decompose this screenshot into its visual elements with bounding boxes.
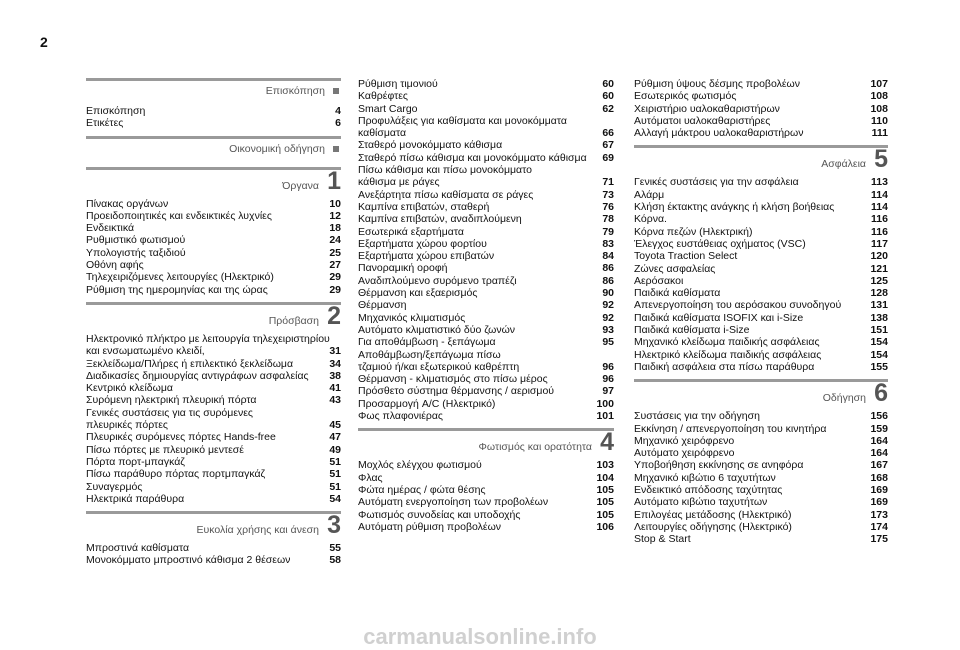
toc-entry-page: 38: [329, 369, 341, 382]
toc-entry-page: 114: [871, 188, 888, 201]
toc-entry-page: 54: [329, 492, 341, 505]
toc-entry-page: 49: [329, 443, 341, 456]
toc-entry[interactable]: [358, 496, 614, 508]
toc-entry-text: Ηλεκτρονικό πλήκτρο με λειτουργία τηλεχειριστηρίου: [86, 332, 330, 345]
toc-entry[interactable]: [358, 250, 614, 262]
toc-entry[interactable]: [358, 336, 614, 348]
toc-entry-page: 169: [870, 484, 888, 497]
toc-entry[interactable]: [634, 263, 888, 275]
square-bullet-icon: [333, 146, 339, 152]
toc-entry[interactable]: [358, 103, 614, 115]
toc-entry-text: Φλας: [358, 471, 383, 484]
toc-entry-page: 31: [329, 345, 341, 358]
toc-entry[interactable]: [634, 299, 888, 311]
toc-entry[interactable]: [86, 493, 341, 505]
toc-entry[interactable]: [358, 127, 614, 139]
toc-entry-text: Ηλεκτρικά παράθυρα: [86, 492, 185, 505]
section-title: Πρόσβαση: [268, 314, 319, 327]
toc-entry[interactable]: [358, 176, 614, 188]
toc-entry[interactable]: [358, 189, 614, 201]
toc-entry-text: Αναδιπλούμενο συρόμενο τραπέζι: [358, 274, 517, 287]
toc-entry-text: Για αποθάμβωση - ξεπάγωμα: [358, 336, 496, 349]
section-header: [86, 302, 341, 331]
toc-entry-text: Μηχανικός κλιματισμός: [358, 311, 466, 324]
toc-entry-text: Αερόσακοι: [634, 274, 684, 287]
toc-entry-text: Μηχανικό κλείδωμα παιδικής ασφάλειας: [634, 336, 820, 349]
toc-entry-text: Οθόνη αφής: [86, 259, 144, 272]
toc-entry-text: πλευρικές πόρτες: [86, 419, 168, 432]
toc-entry-text: Ενδεικτικό απόδοσης ταχύτητας: [634, 484, 783, 497]
toc-entry[interactable]: [358, 213, 614, 225]
toc-entry-text: Εσωτερικά εξαρτήματα: [358, 225, 464, 238]
toc-entry-text: Πλευρικές συρόμενες πόρτες Hands-free: [86, 431, 276, 444]
toc-entry-text: Εξαρτήματα χώρου επιβατών: [358, 250, 495, 263]
toc-entry[interactable]: [634, 533, 888, 545]
section-number: 6: [874, 379, 888, 408]
square-bullet-icon: [333, 88, 339, 94]
toc-entry-text: Απενεργοποίηση του αερόσακου συνοδηγού: [634, 299, 842, 312]
toc-entry[interactable]: [634, 447, 888, 459]
toc-entry-page: 100: [596, 397, 614, 410]
toc-entry[interactable]: [634, 459, 888, 471]
toc-entry-text: Μοχλός ελέγχου φωτισμού: [358, 459, 482, 472]
toc-entry-page: 18: [329, 222, 341, 235]
toc-entry-text: Πίσω κάθισμα και πίσω μονοκόμματο: [358, 164, 532, 177]
toc-entry-text: Ανεξάρτητα πίσω καθίσματα σε ράγες: [358, 188, 534, 201]
toc-entry-page: 116: [871, 225, 888, 238]
toc-entry-text: Αυτόματοι υαλοκαθαριστήρες: [634, 114, 771, 127]
toc-entry-page: 27: [329, 259, 341, 272]
toc-entry-text: Πίνακας οργάνων: [86, 197, 169, 210]
toc-entry-text: Εσωτερικός φωτισμός: [634, 90, 737, 103]
toc-entry-page: 108: [870, 102, 888, 115]
toc-entry-page: 92: [602, 311, 614, 324]
section-header: [86, 136, 341, 161]
toc-entry-text: Θέρμανση και εξαερισμός: [358, 287, 478, 300]
page-number: 2: [40, 34, 48, 50]
toc-entry[interactable]: [358, 299, 614, 311]
toc-entry-text: Toyota Traction Select: [634, 250, 738, 263]
toc-entry[interactable]: [634, 496, 888, 508]
section-title: Όργανα: [282, 179, 319, 192]
toc-entry-page: 93: [602, 323, 614, 336]
toc-entry[interactable]: [358, 410, 614, 422]
toc-entry[interactable]: [358, 484, 614, 496]
toc-entry-page: 90: [602, 287, 614, 300]
toc-entry-page: 101: [596, 410, 614, 423]
toc-entry[interactable]: [634, 238, 888, 250]
toc-entry-text: Αλάρμ: [634, 188, 665, 201]
toc-entry-page: 79: [602, 225, 614, 238]
section-header: [86, 167, 341, 196]
toc-entry[interactable]: [634, 90, 888, 102]
toc-entry-text: Αυτόματη ρύθμιση προβολέων: [358, 520, 502, 533]
toc-entry[interactable]: [358, 361, 614, 373]
toc-entry[interactable]: [634, 349, 888, 361]
toc-entry[interactable]: [358, 238, 614, 250]
toc-entry-text: Συρόμενη ηλεκτρική πλευρική πόρτα: [86, 394, 257, 407]
section-title: Οδήγηση: [822, 392, 866, 405]
toc-entry[interactable]: [634, 435, 888, 447]
toc-entry-page: 12: [329, 209, 341, 222]
toc-entry[interactable]: [634, 521, 888, 533]
toc-entry-text: Ξεκλείδωμα/Πλήρες ή επιλεκτικό ξεκλείδωμα: [86, 357, 294, 370]
toc-entry-page: 29: [329, 283, 341, 296]
toc-entry[interactable]: [358, 139, 614, 151]
toc-entry-text: Σταθερό πίσω κάθισμα και μονοκόμματο κάθισμα: [358, 151, 587, 164]
section-header: [634, 145, 888, 174]
toc-entry-page: 6: [335, 117, 341, 130]
toc-entry[interactable]: [86, 284, 341, 296]
toc-entry-page: 84: [602, 250, 614, 263]
toc-entry-text: Πόρτα πορτ-μπαγκάζ: [86, 455, 185, 468]
toc-entry[interactable]: [358, 509, 614, 521]
toc-entry[interactable]: [634, 115, 888, 127]
toc-entry-text: Ρύθμιση της ημερομηνίας και της ώρας: [86, 283, 268, 296]
toc-entry[interactable]: [86, 234, 341, 246]
toc-entry-page: 116: [871, 213, 888, 226]
toc-entry[interactable]: [358, 201, 614, 213]
toc-entry-text: Ζώνες ασφαλείας: [634, 262, 716, 275]
toc-entry-text: Αυτόματο χειρόφρενο: [634, 447, 735, 460]
toc-entry[interactable]: [634, 201, 888, 213]
toc-entry[interactable]: [86, 247, 341, 259]
toc-entry-page: 95: [602, 336, 614, 349]
toc-entry-page: 86: [602, 262, 614, 275]
toc-entry-page: 43: [329, 394, 341, 407]
toc-entry-page: 97: [602, 385, 614, 398]
toc-entry-page: 173: [870, 508, 888, 521]
toc-entry[interactable]: [634, 410, 888, 422]
toc-entry[interactable]: [634, 287, 888, 299]
toc-entry-text: Ρύθμιση ύψους δέσμης προβολέων: [634, 78, 800, 90]
toc-entry-page: 108: [870, 90, 888, 103]
toc-entry[interactable]: [358, 459, 614, 471]
toc-entry-text: Θέρμανση: [358, 299, 407, 312]
toc-entry-page: 105: [596, 508, 614, 521]
toc-entry-text: Συναγερμός: [86, 480, 143, 493]
toc-entry-page: 159: [870, 422, 888, 435]
toc-entry-page: 111: [871, 127, 888, 140]
toc-entry-page: 92: [602, 299, 614, 312]
toc-entry[interactable]: [634, 484, 888, 496]
toc-entry-page: 104: [596, 471, 614, 484]
toc-entry-text: Μπροστινά καθίσματα: [86, 542, 190, 555]
toc-entry-page: 51: [329, 455, 341, 468]
toc-entry-text: Smart Cargo: [358, 102, 418, 115]
section-header: [358, 428, 614, 457]
section-number: 2: [327, 301, 341, 330]
toc-entry-page: 60: [602, 90, 614, 103]
toc-entry-text: τζαμιού ή/και εξωτερικού καθρέπτη: [358, 360, 520, 373]
toc-entry[interactable]: [358, 521, 614, 533]
toc-entry-text: Γενικές συστάσεις για την ασφάλεια: [634, 176, 799, 189]
toc-entry-page: 107: [870, 78, 888, 90]
toc-entry[interactable]: [86, 419, 341, 431]
toc-entry-text: Επισκόπηση: [86, 105, 146, 117]
toc-entry-page: 151: [870, 324, 888, 337]
toc-entry-text: Παιδικά καθίσματα: [634, 287, 721, 300]
toc-entry[interactable]: [358, 90, 614, 102]
toc-entry[interactable]: [634, 250, 888, 262]
toc-entry-text: Stop & Start: [634, 533, 691, 546]
toc-entry-page: 55: [329, 542, 341, 555]
toc-entry-page: 174: [870, 520, 888, 533]
toc-entry-page: 76: [602, 200, 614, 213]
toc-entry-page: 167: [870, 459, 888, 472]
toc-entry[interactable]: [86, 542, 341, 554]
toc-entry[interactable]: [86, 222, 341, 234]
section-header: [86, 511, 341, 540]
toc-entry[interactable]: [86, 210, 341, 222]
toc-entry-text: Πανοραμική οροφή: [358, 262, 448, 275]
toc-entry-page: 105: [596, 496, 614, 509]
toc-entry-page: 113: [871, 176, 888, 189]
toc-entry-page: 106: [596, 520, 614, 533]
toc-entry-text: Επιλογέας μετάδοσης (Ηλεκτρικό): [634, 508, 792, 521]
toc-entry-page: 73: [602, 188, 614, 201]
watermark: carmanualsonline.info: [363, 624, 597, 649]
toc-entry[interactable]: [86, 431, 341, 443]
toc-entry-text: Αυτόματη ενεργοποίηση των προβολέων: [358, 496, 549, 509]
toc-entry-text: Υποβοήθηση εκκίνησης σε ανηφόρα: [634, 459, 804, 472]
toc-entry-page: 4: [335, 105, 341, 117]
toc-entry-text: Φωτισμός συνοδείας και υποδοχής: [358, 508, 521, 521]
toc-entry[interactable]: [86, 358, 341, 370]
section-header: [634, 379, 888, 408]
toc-entry-page: 138: [870, 311, 888, 324]
toc-entry[interactable]: [86, 554, 341, 566]
toc-entry-page: 156: [870, 410, 888, 423]
toc-entry-text: Κόρνα πεζών (Ηλεκτρική): [634, 225, 753, 238]
toc-entry-page: 83: [602, 237, 614, 250]
toc-entry-text: Καθρέφτες: [358, 90, 408, 103]
toc-entry[interactable]: [86, 444, 341, 456]
section-number: 3: [327, 511, 341, 540]
toc-entry-text: Πίσω παράθυρο πόρτας πορτμπαγκάζ: [86, 468, 266, 481]
section-number: 5: [874, 145, 888, 174]
toc-entry-page: 121: [870, 262, 888, 275]
toc-entry[interactable]: [634, 312, 888, 324]
toc-entry-page: 103: [596, 459, 614, 472]
toc-entry-text: Κλήση έκτακτης ανάγκης ή κλήση βοήθειας: [634, 201, 835, 214]
toc-entry[interactable]: [634, 189, 888, 201]
toc-entry-page: 67: [602, 139, 614, 152]
toc-entry-text: Προφυλάξεις για καθίσματα και μονοκόμματα: [358, 114, 567, 127]
toc-entry-page: 29: [329, 271, 341, 284]
toc-entry-text: Πίσω πόρτες με πλευρικό μεντεσέ: [86, 443, 244, 456]
toc-entry[interactable]: [358, 324, 614, 336]
toc-entry-page: 58: [329, 554, 341, 567]
toc-entry-text: Αυτόματο κιβώτιο ταχυτήτων: [634, 496, 768, 509]
toc-entry[interactable]: [358, 275, 614, 287]
toc-entry-text: Καμπίνα επιβατών, αναδιπλούμενη: [358, 213, 522, 226]
section-number: 1: [327, 166, 341, 195]
section-header: [86, 78, 341, 103]
toc-entry-page: 71: [602, 176, 614, 189]
toc-entry[interactable]: [634, 213, 888, 225]
toc-entry-text: Παιδικά καθίσματα i-Size: [634, 324, 750, 337]
toc-entry-page: 51: [329, 468, 341, 481]
toc-entry-text: Προειδοποιητικές και ενδεικτικές λυχνίες: [86, 209, 272, 222]
toc-entry[interactable]: [634, 361, 888, 373]
toc-entry[interactable]: [86, 382, 341, 394]
toc-entry-text: Γενικές συστάσεις για τις συρόμενες: [86, 406, 253, 419]
toc-entry[interactable]: [86, 468, 341, 480]
toc-entry-text: Παιδική ασφάλεια στα πίσω παράθυρα: [634, 360, 815, 373]
toc-entry[interactable]: [634, 324, 888, 336]
toc-entry-text: Τηλεχειριζόμενες λειτουργίες (Ηλεκτρικό): [86, 271, 274, 284]
toc-entry-text: Ρυθμιστικό φωτισμού: [86, 234, 186, 247]
toc-entry-page: 117: [871, 237, 888, 250]
toc-entry[interactable]: [358, 152, 614, 164]
toc-entry-text: Μηχανικό κιβώτιο 6 ταχυτήτων: [634, 471, 776, 484]
toc-entry-text: Εκκίνηση / απενεργοποίηση του κινητήρα: [634, 422, 827, 435]
toc-entry-page: 41: [329, 382, 341, 395]
section-title: Φωτισμός και ορατότητα: [478, 441, 592, 454]
toc-entry-text: Συστάσεις για την οδήγηση: [634, 410, 760, 423]
toc-entry[interactable]: [358, 226, 614, 238]
toc-entry-page: 25: [329, 246, 341, 259]
toc-entry[interactable]: [358, 472, 614, 484]
toc-entry-page: 120: [870, 250, 888, 263]
toc-entry[interactable]: [634, 336, 888, 348]
toc-entry-page: 164: [870, 447, 888, 460]
toc-entry[interactable]: [634, 423, 888, 435]
toc-entry[interactable]: [634, 103, 888, 115]
toc-entry[interactable]: [358, 385, 614, 397]
toc-entry[interactable]: [86, 105, 341, 117]
toc-entry[interactable]: [358, 373, 614, 385]
section-title: Οικονομική οδήγηση: [229, 142, 325, 155]
toc-entry-text: Κεντρικό κλείδωμα: [86, 382, 173, 395]
toc-entry-page: 10: [329, 197, 341, 210]
toc-entry-text: Σταθερό μονοκόμματο κάθισμα: [358, 139, 503, 152]
toc-entry[interactable]: [358, 398, 614, 410]
toc-entry-text: καθίσματα: [358, 127, 407, 140]
toc-entry-page: 154: [870, 336, 888, 349]
toc-entry-page: 105: [596, 483, 614, 496]
toc-column-1: [86, 78, 341, 567]
toc-entry-page: 24: [329, 234, 341, 247]
toc-entry-text: Διαδικασίες δημιουργίας αντιγράφων ασφαλείας: [86, 369, 309, 382]
toc-entry-page: 86: [602, 274, 614, 287]
section-number: 4: [600, 428, 614, 457]
toc-entry-text: Ενδεικτικά: [86, 222, 135, 235]
toc-entry-page: 60: [602, 78, 614, 90]
toc-entry-page: 110: [871, 114, 888, 127]
toc-entry-text: Εξαρτήματα χώρου φορτίου: [358, 237, 487, 250]
toc-entry-page: 47: [329, 431, 341, 444]
toc-entry-page: 62: [602, 102, 614, 115]
toc-entry-page: 34: [329, 357, 341, 370]
toc-entry[interactable]: [358, 78, 614, 90]
toc-entry[interactable]: [86, 481, 341, 493]
toc-entry-text: Υπολογιστής ταξιδιού: [86, 246, 186, 259]
toc-entry[interactable]: [634, 275, 888, 287]
toc-entry-page: 164: [870, 434, 888, 447]
toc-entry-text: Ετικέτες: [86, 117, 124, 130]
toc-entry-text: Θέρμανση - κλιματισμός στο πίσω μέρος: [358, 373, 548, 386]
toc-entry-page: 168: [870, 471, 888, 484]
toc-entry-text: Αλλαγή μάκτρου υαλοκαθαριστήρων: [634, 127, 804, 140]
toc-entry-text: Λειτουργίες οδήγησης (Ηλεκτρικό): [634, 520, 792, 533]
toc-entry[interactable]: [86, 271, 341, 283]
toc-entry-text: κάθισμα με ράγες: [358, 176, 440, 189]
toc-entry-text: Φως πλαφονιέρας: [358, 410, 443, 423]
toc-entry-page: 154: [870, 348, 888, 361]
toc-entry-page: 114: [871, 201, 888, 214]
toc-entry-text: Ρύθμιση τιμονιού: [358, 78, 438, 90]
toc-entry[interactable]: [358, 262, 614, 274]
toc-entry-page: 96: [602, 360, 614, 373]
section-title: Ευκολία χρήσης και άνεση: [196, 524, 319, 537]
toc-entry-page: 125: [870, 274, 888, 287]
toc-entry[interactable]: [86, 117, 341, 129]
toc-entry-text: Προσαρμογή A/C (Ηλεκτρικό): [358, 397, 496, 410]
toc-entry-page: 155: [870, 360, 888, 373]
toc-entry-text: Έλεγχος ευστάθειας οχήματος (VSC): [634, 237, 806, 250]
toc-entry-text: Παιδικά καθίσματα ISOFIX και i-Size: [634, 311, 804, 324]
toc-entry-page: 175: [870, 533, 888, 546]
toc-entry-text: Αυτόματο κλιματιστικό δύο ζωνών: [358, 323, 516, 336]
toc-entry[interactable]: [86, 456, 341, 468]
toc-entry[interactable]: [634, 78, 888, 90]
toc-entry-page: 45: [329, 419, 341, 432]
toc-entry-text: Μηχανικό χειρόφρενο: [634, 434, 735, 447]
toc-entry-page: 66: [602, 127, 614, 140]
toc-entry[interactable]: [86, 259, 341, 271]
toc-entry[interactable]: [634, 226, 888, 238]
toc-entry-text: Αποθάμβωση/ξεπάγωμα πίσω: [358, 348, 501, 361]
toc-entry-page: 69: [602, 151, 614, 164]
section-title: Επισκόπηση: [265, 85, 325, 97]
section-title: Ασφάλεια: [821, 158, 866, 171]
toc-entry-text: και ενσωματωμένο κλειδί,: [86, 345, 205, 358]
toc-entry[interactable]: [634, 127, 888, 139]
toc-entry[interactable]: [634, 176, 888, 188]
toc-entry-text: Μονοκόμματο μπροστινό κάθισμα 2 θέσεων: [86, 554, 291, 567]
toc-entry-text: Καμπίνα επιβατών, σταθερή: [358, 200, 490, 213]
toc-entry[interactable]: [86, 345, 341, 357]
toc-entry-page: 131: [870, 299, 888, 312]
toc-entry[interactable]: [634, 472, 888, 484]
toc-entry-text: Ηλεκτρικό κλείδωμα παιδικής ασφάλειας: [634, 348, 822, 361]
toc-entry-text: Χειριστήριο υαλοκαθαριστήρων: [634, 102, 780, 115]
toc-entry-text: Φώτα ημέρας / φώτα θέσης: [358, 483, 486, 496]
toc-entry[interactable]: [86, 198, 341, 210]
toc-column-2: [358, 78, 614, 533]
toc-entry[interactable]: [86, 370, 341, 382]
toc-entry-page: 96: [602, 373, 614, 386]
toc-entry-page: 169: [870, 496, 888, 509]
toc-entry[interactable]: [358, 287, 614, 299]
toc-entry-text: Κόρνα.: [634, 213, 667, 226]
toc-entry[interactable]: [634, 509, 888, 521]
toc-entry-page: 128: [870, 287, 888, 300]
toc-entry[interactable]: [86, 394, 341, 406]
toc-column-3: [634, 78, 888, 546]
toc-entry-page: 51: [329, 480, 341, 493]
toc-entry-text: Πρόσθετο σύστημα θέρμανσης / αερισμού: [358, 385, 555, 398]
toc-entry-page: 78: [602, 213, 614, 226]
toc-entry[interactable]: [358, 312, 614, 324]
